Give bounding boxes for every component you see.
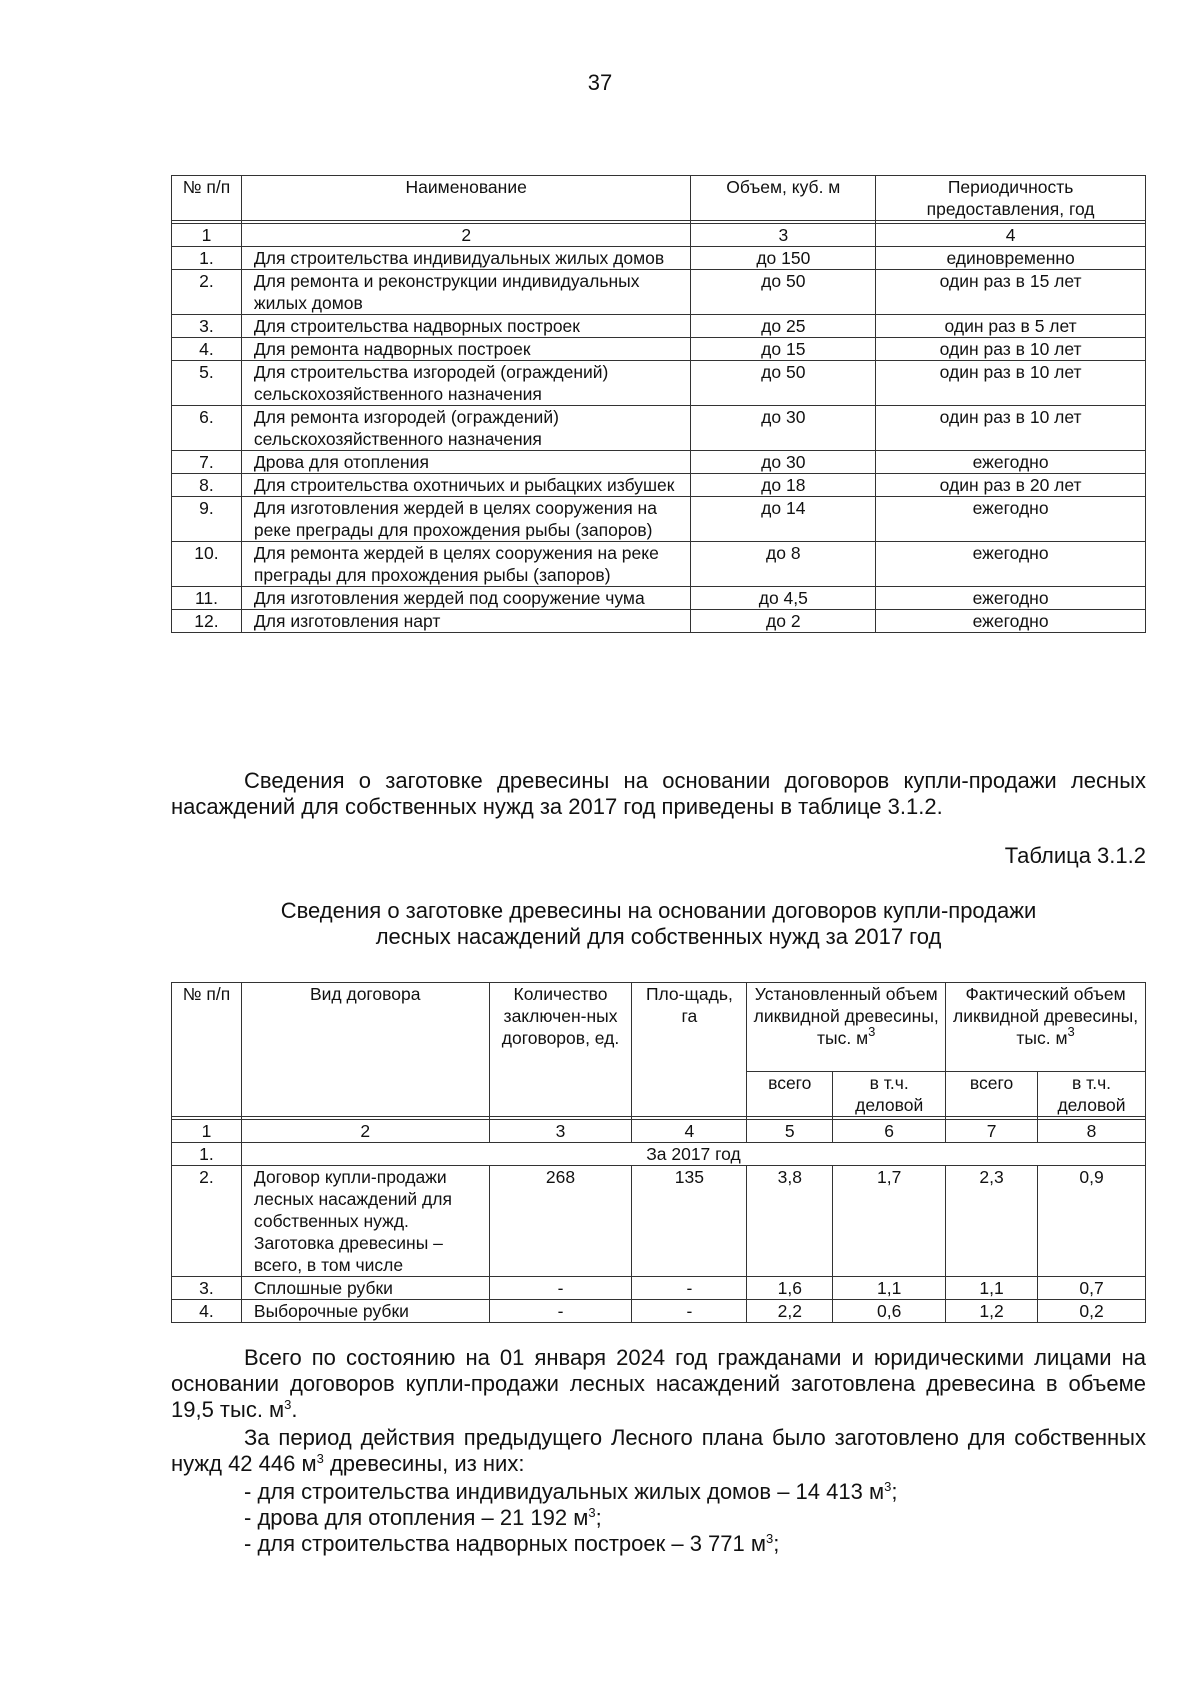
superscript: 3 xyxy=(884,1479,892,1494)
row-set-business: 1,7 xyxy=(833,1166,946,1277)
list-item-text: - для строительства индивидуальных жилых домов – 14 413 м xyxy=(244,1479,885,1504)
table-row xyxy=(172,406,1146,451)
row-area: - xyxy=(632,1300,747,1323)
header-total: всего xyxy=(946,1072,1038,1117)
row-period: ежегодно xyxy=(876,610,1146,633)
header-num: № п/п xyxy=(172,176,242,221)
header-actual-volume-text: Фактический объем ликвидной древесины, тыс. м xyxy=(953,984,1139,1048)
col-number: 2 xyxy=(241,224,691,247)
row-volume: до 150 xyxy=(691,247,876,270)
row-area: 135 xyxy=(632,1166,747,1277)
row-volume: до 25 xyxy=(691,315,876,338)
col-number: 2 xyxy=(241,1120,489,1143)
row-name: Для ремонта изгородей (ограждений) сельскохозяйственного назначения xyxy=(241,406,691,451)
row-num: 11. xyxy=(172,587,242,610)
row-period: один раз в 10 лет xyxy=(876,338,1146,361)
table-label: Таблица 3.1.2 xyxy=(1004,843,1146,868)
row-contract-count: - xyxy=(489,1300,632,1323)
list-item xyxy=(244,1505,602,1531)
table-title-line: Сведения о заготовке древесины на основании договоров купли-продажи xyxy=(280,898,1037,923)
row-num: 6. xyxy=(172,406,242,451)
row-period: ежегодно xyxy=(876,451,1146,474)
table-row xyxy=(172,474,1146,497)
col-number: 4 xyxy=(632,1120,747,1143)
superscript: 3 xyxy=(868,1024,876,1039)
row-actual-total: 1,2 xyxy=(946,1300,1038,1323)
list-item xyxy=(244,1479,897,1505)
table-row xyxy=(172,1277,1146,1300)
column-number-row xyxy=(172,1120,1146,1143)
row-num: 5. xyxy=(172,361,242,406)
row-actual-business: 0,2 xyxy=(1038,1300,1146,1323)
allowance-table xyxy=(171,175,1146,633)
col-number: 1 xyxy=(172,224,242,247)
row-set-business: 1,1 xyxy=(833,1277,946,1300)
row-name: Для ремонта жердей в целях сооружения на реке преграды для прохождения рыбы (запоров) xyxy=(241,542,691,587)
table-row xyxy=(172,542,1146,587)
row-actual-total: 1,1 xyxy=(946,1277,1038,1300)
row-volume: до 15 xyxy=(691,338,876,361)
list-item-text: - для строительства надворных построек – 3 771 м xyxy=(244,1531,766,1556)
paragraph-total-text: Всего по состоянию на 01 января 2024 год гражданами и юридическими лицами на основании договоров купли-продажи лесных насаждений заготовлена древесина в объеме 19,5 тыс. м xyxy=(171,1345,1146,1422)
table-row xyxy=(172,361,1146,406)
table-row xyxy=(172,338,1146,361)
row-actual-business: 0,9 xyxy=(1038,1166,1146,1277)
table-row xyxy=(172,587,1146,610)
paragraph-intro: Сведения о заготовке древесины на основании договоров купли-продажи лесных насаждений для собственных нужд за 2017 год приведены в таблице 3.1.2. xyxy=(171,768,1146,819)
superscript: 3 xyxy=(765,1531,774,1546)
row-name: Для ремонта и реконструкции индивидуальных жилых домов xyxy=(241,270,691,315)
table-row xyxy=(172,497,1146,542)
punctuation: . xyxy=(291,1397,298,1422)
row-name: Для изготовления жердей в целях сооружения на реке преграды для прохождения рыбы (запоров) xyxy=(241,497,691,542)
row-num: 12. xyxy=(172,610,242,633)
header-name: Наименование xyxy=(241,176,691,221)
row-volume: до 18 xyxy=(691,474,876,497)
col-number: 7 xyxy=(946,1120,1038,1143)
row-period: ежегодно xyxy=(876,542,1146,587)
table-row xyxy=(172,270,1146,315)
table-row xyxy=(172,247,1146,270)
row-num: 4. xyxy=(172,1300,242,1323)
col-number: 8 xyxy=(1038,1120,1146,1143)
header-actual-volume xyxy=(946,983,1146,1072)
header-business: в т.ч. деловой xyxy=(833,1072,946,1117)
row-period: один раз в 5 лет xyxy=(876,315,1146,338)
row-volume: до 30 xyxy=(691,451,876,474)
paragraph-total xyxy=(171,1345,1146,1423)
row-name: Для строительства индивидуальных жилых домов xyxy=(241,247,691,270)
table-row xyxy=(172,315,1146,338)
superscript: 3 xyxy=(1067,1024,1075,1039)
table-row xyxy=(172,1143,1146,1166)
row-contract-type: Сплошные рубки xyxy=(241,1277,489,1300)
row-period: один раз в 10 лет xyxy=(876,406,1146,451)
row-volume: до 8 xyxy=(691,542,876,587)
row-period: один раз в 10 лет xyxy=(876,361,1146,406)
paragraph-previous-plan xyxy=(171,1425,1146,1477)
row-name: Дрова для отопления xyxy=(241,451,691,474)
row-contract-count: 268 xyxy=(489,1166,632,1277)
row-num: 4. xyxy=(172,338,242,361)
row-set-total: 1,6 xyxy=(747,1277,833,1300)
col-number: 3 xyxy=(691,224,876,247)
row-volume: до 4,5 xyxy=(691,587,876,610)
col-number: 3 xyxy=(489,1120,632,1143)
punctuation: ; xyxy=(595,1505,602,1530)
row-actual-business: 0,7 xyxy=(1038,1277,1146,1300)
table-header-row xyxy=(172,983,1146,1072)
row-contract-type: Выборочные рубки xyxy=(241,1300,489,1323)
column-number-row xyxy=(172,224,1146,247)
table-header-row xyxy=(172,176,1146,221)
col-number: 1 xyxy=(172,1120,242,1143)
row-period: один раз в 20 лет xyxy=(876,474,1146,497)
row-volume: до 30 xyxy=(691,406,876,451)
row-volume: до 50 xyxy=(691,361,876,406)
row-num: 1. xyxy=(172,1143,242,1166)
row-contract-count: - xyxy=(489,1277,632,1300)
row-num: 10. xyxy=(172,542,242,587)
punctuation: ; xyxy=(773,1531,780,1556)
table-row xyxy=(172,1166,1146,1277)
table-row xyxy=(172,610,1146,633)
row-volume: до 50 xyxy=(691,270,876,315)
row-num: 1. xyxy=(172,247,242,270)
table-title-line: лесных насаждений для собственных нужд за 2017 год xyxy=(375,924,942,949)
row-area: - xyxy=(632,1277,747,1300)
row-set-total: 2,2 xyxy=(747,1300,833,1323)
header-contract-type: Вид договора xyxy=(241,983,489,1117)
row-name: Для изготовления нарт xyxy=(241,610,691,633)
header-set-volume-text: Установленный объем ликвидной древесины, тыс. м xyxy=(753,984,939,1048)
year-row-label: За 2017 год xyxy=(241,1143,1145,1166)
superscript: 3 xyxy=(588,1505,596,1520)
row-name: Для строительства охотничьих и рыбацких избушек xyxy=(241,474,691,497)
row-num: 3. xyxy=(172,1277,242,1300)
table-row xyxy=(172,451,1146,474)
row-num: 9. xyxy=(172,497,242,542)
header-volume: Объем, куб. м xyxy=(691,176,876,221)
superscript: 3 xyxy=(316,1451,324,1466)
row-num: 3. xyxy=(172,315,242,338)
row-period: единовременно xyxy=(876,247,1146,270)
row-actual-total: 2,3 xyxy=(946,1166,1038,1277)
header-contract-count: Количество заключен-ных договоров, ед. xyxy=(489,983,632,1117)
header-area: Пло-щадь, га xyxy=(632,983,747,1117)
header-set-volume xyxy=(747,983,946,1072)
row-set-total: 3,8 xyxy=(747,1166,833,1277)
header-num: № п/п xyxy=(172,983,242,1117)
table-title xyxy=(171,898,1146,950)
page-number: 37 xyxy=(587,70,613,95)
row-set-business: 0,6 xyxy=(833,1300,946,1323)
row-name: Для строительства надворных построек xyxy=(241,315,691,338)
table-row xyxy=(172,1300,1146,1323)
row-name: Для ремонта надворных построек xyxy=(241,338,691,361)
harvest-table xyxy=(171,982,1146,1323)
paragraph-previous-plan-text: За период действия предыдущего Лесного плана было заготовлено для собственных нужд 42 446 м xyxy=(171,1425,1146,1476)
row-volume: до 2 xyxy=(691,610,876,633)
punctuation: ; xyxy=(891,1479,898,1504)
superscript: 3 xyxy=(284,1397,292,1412)
list-item-text: - дрова для отопления – 21 192 м xyxy=(244,1505,589,1530)
list-item xyxy=(244,1531,779,1557)
row-num: 2. xyxy=(172,270,242,315)
row-num: 2. xyxy=(172,1166,242,1277)
row-period: ежегодно xyxy=(876,587,1146,610)
row-contract-type: Договор купли-продажи лесных насаждений для собственных нужд. Заготовка древесины – всего, в том числе xyxy=(241,1166,489,1277)
col-number: 6 xyxy=(833,1120,946,1143)
row-num: 8. xyxy=(172,474,242,497)
row-name: Для строительства изгородей (ограждений) сельскохозяйственного назначения xyxy=(241,361,691,406)
row-period: один раз в 15 лет xyxy=(876,270,1146,315)
header-period: Периодичность предоставления, год xyxy=(876,176,1146,221)
col-number: 4 xyxy=(876,224,1146,247)
row-period: ежегодно xyxy=(876,497,1146,542)
row-name: Для изготовления жердей под сооружение чума xyxy=(241,587,691,610)
header-business: в т.ч. деловой xyxy=(1038,1072,1146,1117)
row-volume: до 14 xyxy=(691,497,876,542)
col-number: 5 xyxy=(747,1120,833,1143)
row-num: 7. xyxy=(172,451,242,474)
header-total: всего xyxy=(747,1072,833,1117)
paragraph-previous-plan-tail: древесины, из них: xyxy=(323,1451,525,1476)
